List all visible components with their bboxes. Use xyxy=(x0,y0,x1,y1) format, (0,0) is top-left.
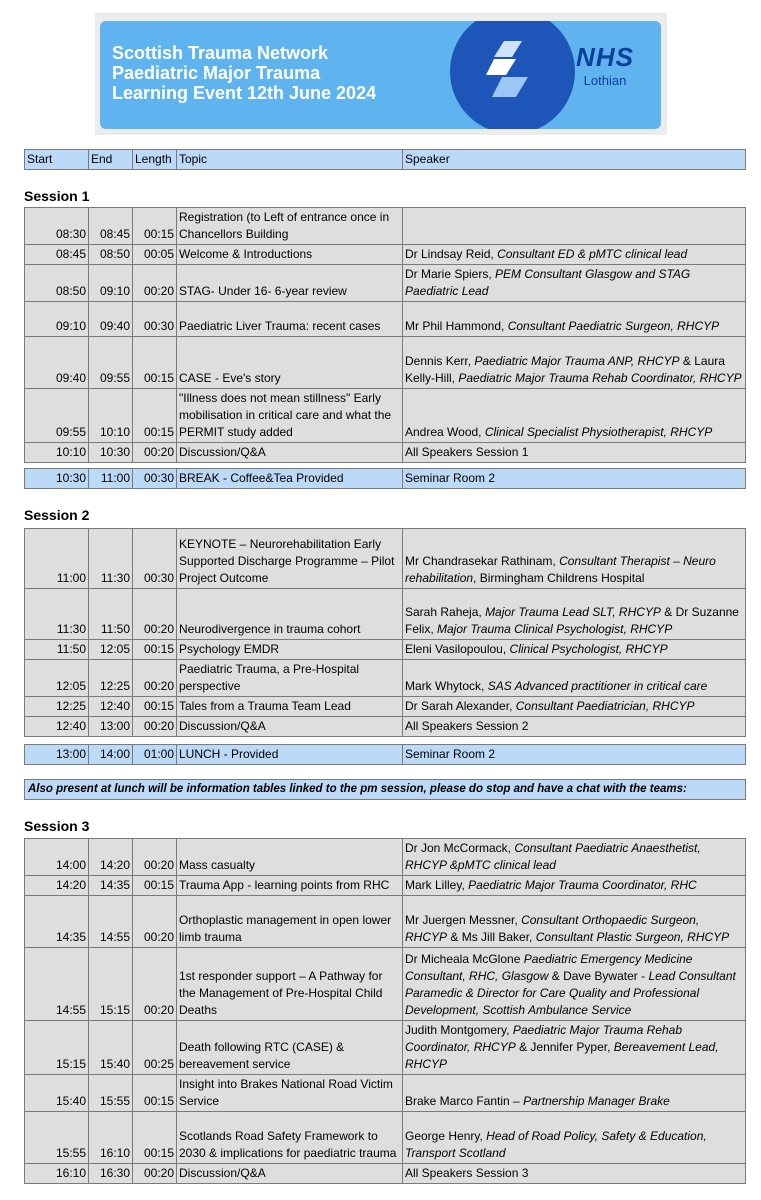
speaker xyxy=(403,265,746,302)
end-time: 09:55 xyxy=(89,337,133,389)
end-time: 12:25 xyxy=(89,660,133,697)
speaker-name: Mr Phil Hammond, xyxy=(405,319,505,333)
speaker-name-2: & Laura Kelly-Hill, xyxy=(405,354,725,385)
break-table xyxy=(24,468,746,489)
start-time: 11:00 xyxy=(25,529,89,589)
end-time: 11:00 xyxy=(89,469,133,489)
table-row xyxy=(25,302,746,337)
speaker-name-2: & Dr Suzanne Felix, xyxy=(405,605,739,636)
start-time: 10:10 xyxy=(25,443,89,463)
start-time: 15:40 xyxy=(25,1075,89,1112)
session-1-table xyxy=(24,207,746,463)
topic: Mass casualty xyxy=(177,839,403,876)
speaker-name: Mr Chandrasekar Rathinam, xyxy=(405,554,556,568)
table-row xyxy=(25,697,746,717)
end-time: 09:40 xyxy=(89,302,133,337)
end-time: 11:50 xyxy=(89,589,133,640)
start-time: 12:40 xyxy=(25,717,89,737)
speaker-role: SAS Advanced practitioner in critical care xyxy=(487,679,708,693)
speaker-name: Dr Micheala McGlone xyxy=(405,952,521,966)
start-time: 16:10 xyxy=(25,1164,89,1184)
table-row xyxy=(25,589,746,640)
chevron-logo-icon xyxy=(482,39,542,101)
speaker-name-2: & Jennifer Pyper, xyxy=(519,1040,611,1054)
topic: Paediatric Trauma, a Pre-Hospital perspective xyxy=(177,660,403,697)
speaker-role-2: Lead Consultant Paramedic & Director for Care Quality and Professional Development, Scottish Ambulance Service xyxy=(405,969,736,1017)
banner-background xyxy=(100,21,661,129)
nhs-org-name: Lothian xyxy=(583,73,627,88)
length: 00:20 xyxy=(133,443,177,463)
end-time: 08:50 xyxy=(89,245,133,265)
length: 00:15 xyxy=(133,337,177,389)
topic: 1st responder support – A Pathway for the Management of Pre-Hospital Child Deaths xyxy=(177,948,403,1021)
topic: Orthoplastic management in open lower limb trauma xyxy=(177,896,403,948)
length: 00:05 xyxy=(133,245,177,265)
header-topic: Topic xyxy=(177,150,403,170)
speaker-role: Consultant Therapist – Neuro rehabilitation xyxy=(405,554,716,585)
topic: Scotlands Road Safety Framework to 2030 & implications for paediatric trauma xyxy=(177,1112,403,1164)
end-time: 12:40 xyxy=(89,697,133,717)
speaker-name: Mark Lilley, xyxy=(405,878,465,892)
start-time: 09:40 xyxy=(25,337,89,389)
speaker-role: Consultant Paediatrician, RHCYP xyxy=(515,699,695,713)
speaker-role: Major Trauma Lead SLT, RHCYP xyxy=(485,605,661,619)
end-time: 14:35 xyxy=(89,876,133,896)
start-time: 11:30 xyxy=(25,589,89,640)
speaker-role-2: Paediatric Major Trauma Rehab Coordinator, RHCYP xyxy=(458,371,742,385)
start-time: 08:45 xyxy=(25,245,89,265)
speaker-role: Clinical Specialist Physiotherapist, RHCYP xyxy=(484,425,713,439)
speaker-name: Dennis Kerr, xyxy=(405,354,472,368)
length: 00:20 xyxy=(133,265,177,302)
table-row xyxy=(25,337,746,389)
start-time: 12:05 xyxy=(25,660,89,697)
table-row xyxy=(25,208,746,245)
topic: Tales from a Trauma Team Lead xyxy=(177,697,403,717)
length: 00:15 xyxy=(133,208,177,245)
table-row xyxy=(25,717,746,737)
end-time: 15:55 xyxy=(89,1075,133,1112)
banner-line-3: Learning Event 12th June 2024 xyxy=(112,83,377,103)
start-time: 12:25 xyxy=(25,697,89,717)
speaker-name: Judith Montgomery, xyxy=(405,1023,510,1037)
length: 00:30 xyxy=(133,529,177,589)
speaker: All Speakers Session 3 xyxy=(403,1164,746,1184)
topic: Psychology EMDR xyxy=(177,640,403,660)
speaker xyxy=(403,1112,746,1164)
speaker-name: Dr Lindsay Reid, xyxy=(405,247,494,261)
length: 00:15 xyxy=(133,640,177,660)
speaker xyxy=(403,839,746,876)
nhs-logo: NHS xyxy=(576,42,634,72)
topic: KEYNOTE – Neurorehabilitation Early Supported Discharge Programme – Pilot Project Outcome xyxy=(177,529,403,589)
speaker-role: Paediatric Emergency Medicine Consultant, RHC, Glasgow xyxy=(405,952,693,983)
topic: Discussion/Q&A xyxy=(177,717,403,737)
speaker-role: Head of Road Policy, Safety & Education, Transport Scotland xyxy=(405,1129,707,1160)
speaker-name: Mark Whytock, xyxy=(405,679,485,693)
topic: "Illness does not mean stillness" Early mobilisation in critical care and what the PERMIT study added xyxy=(177,389,403,443)
speaker-name: Eleni Vasilopoulou, xyxy=(405,642,507,656)
speaker xyxy=(403,1075,746,1112)
speaker: All Speakers Session 2 xyxy=(403,717,746,737)
length: 01:00 xyxy=(133,745,177,765)
speaker-name: Mr Juergen Messner, xyxy=(405,913,518,927)
end-time: 11:30 xyxy=(89,529,133,589)
speaker-role: Paediatric Major Trauma ANP, RHCYP xyxy=(474,354,680,368)
header-table xyxy=(24,149,746,170)
speaker xyxy=(403,337,746,389)
table-row xyxy=(25,896,746,948)
speaker-role: Consultant Orthopaedic Surgeon, RHCYP xyxy=(405,913,700,944)
speaker-role: Consultant ED & pMTC clinical lead xyxy=(497,247,688,261)
lunch-row xyxy=(25,745,746,765)
table-row xyxy=(25,876,746,896)
length: 00:15 xyxy=(133,1112,177,1164)
start-time: 08:50 xyxy=(25,265,89,302)
speaker xyxy=(403,896,746,948)
end-time: 12:05 xyxy=(89,640,133,660)
table-row xyxy=(25,640,746,660)
topic: Discussion/Q&A xyxy=(177,443,403,463)
end-time: 10:10 xyxy=(89,389,133,443)
speaker: Seminar Room 2 xyxy=(403,745,746,765)
speaker xyxy=(403,302,746,337)
start-time: 09:55 xyxy=(25,389,89,443)
table-row xyxy=(25,443,746,463)
table-row xyxy=(25,660,746,697)
speaker-role: Paediatric Major Trauma Coordinator, RHC xyxy=(468,878,697,892)
start-time: 15:15 xyxy=(25,1021,89,1075)
table-row xyxy=(25,245,746,265)
speaker-name-2: & Dave Bywater - xyxy=(551,969,646,983)
end-time: 10:30 xyxy=(89,443,133,463)
speaker xyxy=(403,640,746,660)
speaker-name: Andrea Wood, xyxy=(405,425,482,439)
speaker-name-2: & Ms Jill Baker, xyxy=(450,930,533,944)
speaker xyxy=(403,589,746,640)
topic: STAG- Under 16- 6-year review xyxy=(177,265,403,302)
speaker xyxy=(403,245,746,265)
table-row xyxy=(25,948,746,1021)
end-time: 14:20 xyxy=(89,839,133,876)
end-time: 13:00 xyxy=(89,717,133,737)
length: 00:20 xyxy=(133,948,177,1021)
header-speaker: Speaker xyxy=(403,150,746,170)
speaker xyxy=(403,1021,746,1075)
start-time: 14:35 xyxy=(25,896,89,948)
topic: LUNCH - Provided xyxy=(177,745,403,765)
end-time: 14:00 xyxy=(89,745,133,765)
end-time: 08:45 xyxy=(89,208,133,245)
nhs-logo-block xyxy=(570,43,640,88)
speaker-role-2: Consultant Plastic Surgeon, RHCYP xyxy=(535,930,730,944)
break-row xyxy=(25,469,746,489)
length: 00:15 xyxy=(133,1075,177,1112)
length: 00:25 xyxy=(133,1021,177,1075)
start-time: 09:10 xyxy=(25,302,89,337)
length: 00:30 xyxy=(133,302,177,337)
end-time: 15:15 xyxy=(89,948,133,1021)
table-row xyxy=(25,265,746,302)
start-time: 11:50 xyxy=(25,640,89,660)
length: 00:20 xyxy=(133,717,177,737)
speaker-role: Consultant Paediatric Anaesthetist, RHCYP &pMTC clinical lead xyxy=(405,841,701,872)
table-row xyxy=(25,529,746,589)
end-time: 14:55 xyxy=(89,896,133,948)
speaker-role: Clinical Psychologist, RHCYP xyxy=(509,642,668,656)
speaker-name: Sarah Raheja, xyxy=(405,605,482,619)
topic: BREAK - Coffee&Tea Provided xyxy=(177,469,403,489)
table-row xyxy=(25,389,746,443)
session-2-title: Session 2 xyxy=(24,507,90,523)
speaker-role-2: Bereavement Lead, RHCYP xyxy=(405,1040,719,1071)
length: 00:20 xyxy=(133,896,177,948)
speaker xyxy=(403,389,746,443)
topic: Discussion/Q&A xyxy=(177,1164,403,1184)
table-row xyxy=(25,1164,746,1184)
topic: Death following RTC (CASE) & bereavement service xyxy=(177,1021,403,1075)
lunch-table xyxy=(24,744,746,765)
speaker-role-2: Major Trauma Clinical Psychologist, RHCYP xyxy=(437,622,673,636)
table-row xyxy=(25,839,746,876)
lunch-notice: Also present at lunch will be information tables linked to the pm session, please do stop and have a chat with the teams: xyxy=(24,779,746,800)
banner-title xyxy=(112,43,412,103)
start-time: 13:00 xyxy=(25,745,89,765)
topic: Registration (to Left of entrance once in Chancellors Building xyxy=(177,208,403,245)
header-end: End xyxy=(89,150,133,170)
speaker xyxy=(403,660,746,697)
banner-line-1: Scottish Trauma Network xyxy=(112,43,329,63)
speaker xyxy=(403,529,746,589)
speaker-name: George Henry, xyxy=(405,1129,483,1143)
header-length: Length xyxy=(133,150,177,170)
length: 00:15 xyxy=(133,697,177,717)
speaker-role: PEM Consultant Glasgow and STAG Paediatric Lead xyxy=(405,267,691,298)
end-time: 15:40 xyxy=(89,1021,133,1075)
speaker-name: Dr Jon McCormack, xyxy=(405,841,512,855)
start-time: 08:30 xyxy=(25,208,89,245)
speaker-affiliation: , Birmingham Childrens Hospital xyxy=(473,571,645,585)
speaker xyxy=(403,876,746,896)
speaker-name: Dr Sarah Alexander, xyxy=(405,699,513,713)
length: 00:20 xyxy=(133,839,177,876)
session-1-title: Session 1 xyxy=(24,188,90,204)
speaker-role: Partnership Manager Brake xyxy=(523,1094,670,1108)
table-row xyxy=(25,1021,746,1075)
trauma-network-logo xyxy=(450,21,575,129)
header-start: Start xyxy=(25,150,89,170)
event-banner xyxy=(95,13,667,135)
topic: Insight into Brakes National Road Victim Service xyxy=(177,1075,403,1112)
topic: Paediatric Liver Trauma: recent cases xyxy=(177,302,403,337)
length: 00:20 xyxy=(133,1164,177,1184)
length: 00:15 xyxy=(133,389,177,443)
speaker: All Speakers Session 1 xyxy=(403,443,746,463)
length: 00:20 xyxy=(133,660,177,697)
length: 00:30 xyxy=(133,469,177,489)
start-time: 14:00 xyxy=(25,839,89,876)
end-time: 09:10 xyxy=(89,265,133,302)
length: 00:15 xyxy=(133,876,177,896)
table-row xyxy=(25,1075,746,1112)
speaker xyxy=(403,208,746,245)
speaker xyxy=(403,948,746,1021)
table-row xyxy=(25,1112,746,1164)
start-time: 10:30 xyxy=(25,469,89,489)
topic: Neurodivergence in trauma cohort xyxy=(177,589,403,640)
session-3-table xyxy=(24,838,746,1184)
topic: Trauma App - learning points from RHC xyxy=(177,876,403,896)
speaker-name: Brake Marco Fantin – xyxy=(405,1094,520,1108)
end-time: 16:30 xyxy=(89,1164,133,1184)
speaker-role: Consultant Paediatric Surgeon, RHCYP xyxy=(507,319,720,333)
speaker xyxy=(403,697,746,717)
speaker-role: Paediatric Major Trauma Rehab Coordinator, RHCYP xyxy=(405,1023,683,1054)
speaker-name: Dr Marie Spiers, xyxy=(405,267,492,281)
banner-line-2: Paediatric Major Trauma xyxy=(112,63,321,83)
header-row xyxy=(25,150,746,170)
length: 00:20 xyxy=(133,589,177,640)
topic: CASE - Eve's story xyxy=(177,337,403,389)
topic: Welcome & Introductions xyxy=(177,245,403,265)
start-time: 14:55 xyxy=(25,948,89,1021)
speaker: Seminar Room 2 xyxy=(403,469,746,489)
session-3-title: Session 3 xyxy=(24,818,90,834)
start-time: 15:55 xyxy=(25,1112,89,1164)
end-time: 16:10 xyxy=(89,1112,133,1164)
session-2-table xyxy=(24,528,746,737)
start-time: 14:20 xyxy=(25,876,89,896)
